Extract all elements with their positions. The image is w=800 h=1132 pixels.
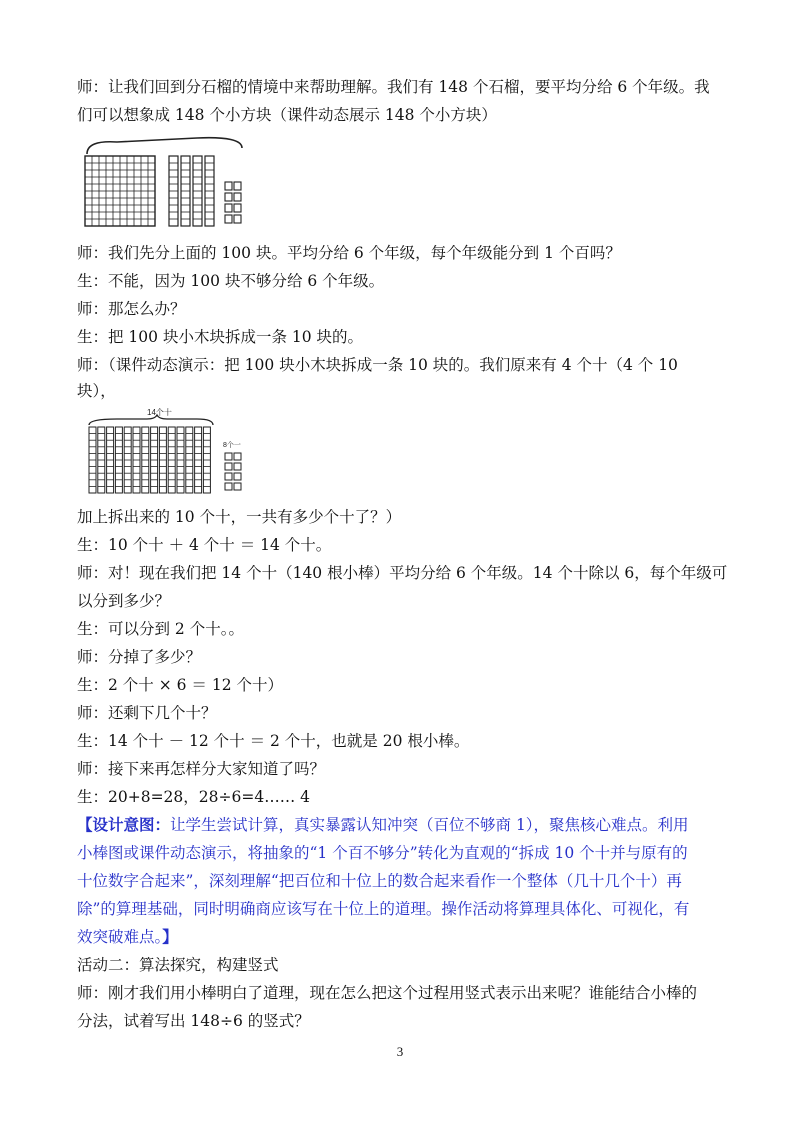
paragraph-line: 师：那怎么办？ bbox=[77, 300, 186, 318]
blocks-148-figure bbox=[77, 132, 249, 232]
paragraph-line: 加上拆出来的 10 个十，一共有多少个十了？） bbox=[77, 508, 402, 526]
paragraph-line: 师：接下来再怎样分大家知道了吗？ bbox=[77, 760, 326, 778]
paragraph-line: 们可以想象成 148 个小方块（课件动态展示 148 个小方块） bbox=[77, 106, 497, 124]
paragraph-line: 师：还剩下几个十？ bbox=[77, 704, 217, 722]
design-intent-line: 十位数字合起来”，深刻理解“把百位和十位上的数合起来看作一个整体（几十几个十）再 bbox=[77, 872, 682, 890]
side-label: 8个一 bbox=[223, 442, 241, 449]
paragraph-line: 生：20+8=28，28÷6=4…… 4 bbox=[77, 788, 310, 806]
paragraph-line: 分法，试着写出 148÷6 的竖式？ bbox=[77, 1012, 310, 1030]
design-intent-line: 效突破难点。】 bbox=[77, 927, 178, 946]
paragraph-line: 师：我们先分上面的 100 块。平均分给 6 个年级，每个年级能分到 1 个百吗？ bbox=[77, 244, 621, 262]
paragraph-line: 以分到多少？ bbox=[77, 592, 171, 610]
page-number: 3 bbox=[396, 1044, 404, 1059]
paragraph-line: 师：对！现在我们把 14 个十（140 根小棒）平均分给 6 个年级。14 个十除以 6，每个年级可 bbox=[77, 564, 727, 582]
paragraph-line: 师：分掉了多少？ bbox=[77, 648, 202, 666]
activity-heading: 活动二：算法探究，构建竖式 bbox=[77, 956, 279, 974]
design-intent-line: 除”的算理基础，同时明确商应该写在十位上的道理。操作活动将算理具体化、可视化，有 bbox=[77, 900, 690, 918]
brace-label: 14个十 bbox=[147, 408, 172, 417]
paragraph-line: 生：2 个十 × 6 ＝ 12 个十） bbox=[77, 676, 283, 694]
fourteen-tens-figure bbox=[77, 405, 253, 498]
paragraph-line: 生：不能，因为 100 块不够分给 6 个年级。 bbox=[77, 272, 385, 290]
design-intent-label: 【设计意图： bbox=[77, 815, 171, 834]
design-intent-line: 【设计意图：让学生尝试计算，真实暴露认知冲突（百位不够商 1），聚焦核心难点。利用 bbox=[77, 815, 689, 834]
paragraph-line: 师：刚才我们用小棒明白了道理，现在怎么把这个过程用竖式表示出来呢？谁能结合小棒的 bbox=[77, 984, 698, 1002]
paragraph-line: 生：14 个十 － 12 个十 ＝ 2 个十，也就是 20 根小棒。 bbox=[77, 732, 470, 750]
paragraph-line: 生：10 个十 ＋ 4 个十 ＝ 14 个十。 bbox=[77, 536, 332, 554]
paragraph-line: 块）， bbox=[77, 382, 116, 400]
design-intent-end: 】 bbox=[162, 927, 178, 946]
paragraph-line: 师：（课件动态演示：把 100 块小木块拆成一条 10 块的。我们原来有 4 个十（4 个 10 bbox=[77, 356, 678, 374]
design-intent-line: 小棒图或课件动态演示，将抽象的“1 个百不够分”转化为直观的“拆成 10 个十并与原有的 bbox=[77, 844, 688, 862]
paragraph-line: 师：让我们回到分石榴的情境中来帮助理解。我们有 148 个石榴，要平均分给 6 个年级。我 bbox=[77, 78, 710, 96]
paragraph-line: 生：可以分到 2 个十。。 bbox=[77, 620, 244, 638]
paragraph-line: 生：把 100 块小木块拆成一条 10 块的。 bbox=[77, 328, 364, 346]
